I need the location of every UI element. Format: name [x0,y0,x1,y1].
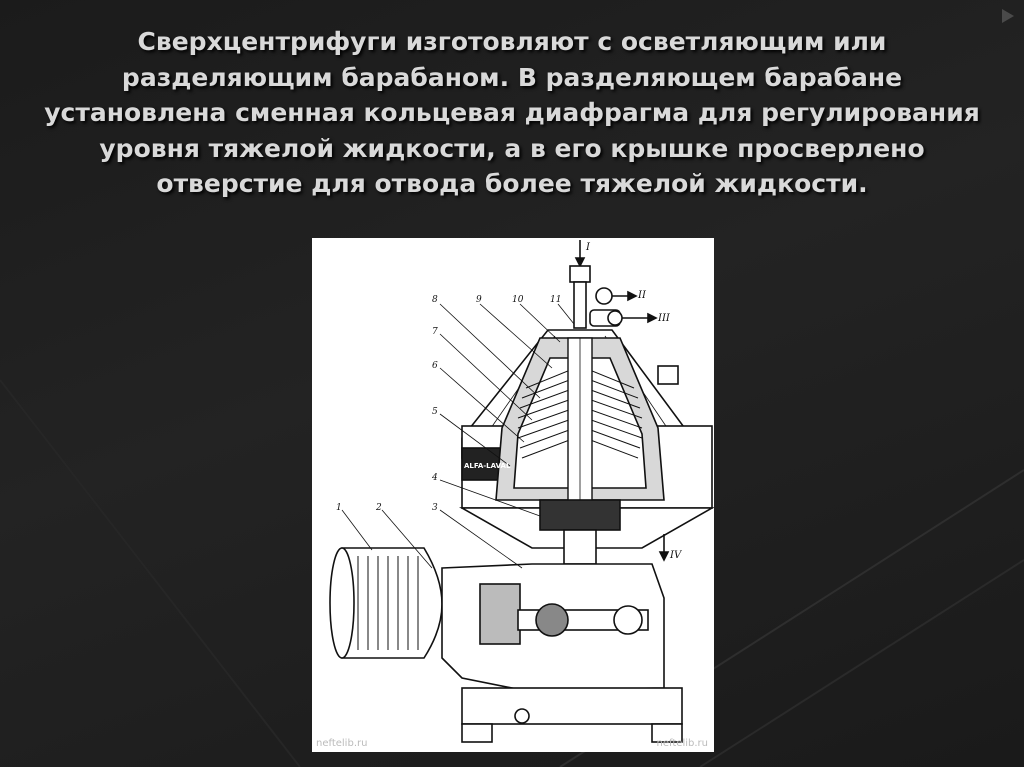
centrifuge-diagram [312,238,714,752]
outlet-iii-arrow [648,314,656,322]
coupling [480,584,520,644]
part-number-7: 7 [432,327,438,337]
part-number-11: 11 [550,295,562,305]
chevron-right-icon [1002,9,1014,23]
worm-gear [536,604,568,636]
feed-nut [570,266,590,282]
casing-label: ALFA-LAVAL [464,462,511,470]
part-number-8: 8 [432,295,438,305]
watermark-left: neftelib.ru [316,738,368,749]
watermark-right: neftelib.ru [656,738,708,749]
part-number-10: 10 [512,295,524,305]
part-number-9: 9 [476,295,482,305]
electric-motor [342,548,442,658]
bowl-base [540,500,620,530]
outlet-iv-arrow [660,552,668,560]
inlet-arrowhead [576,258,584,266]
flow-label-iii: III [658,313,670,324]
part-number-3: 3 [432,503,438,513]
flow-label-ii: II [638,290,646,301]
outlet-ii-fitting [596,288,612,304]
hood-vent [658,366,678,384]
base-frame [462,688,682,724]
slide-title: Сверхцентрифуги изготовляют с осветляющим или разделяющим барабаном. В разделяющем барабане установлена сменная кольцевая диафрагма для регулирования уровня тяжелой жидкости, а в его крышке просверлено отверстие для отвода более тяжелой жидкости. [44,27,980,198]
centrifuge-drawing [312,238,714,752]
part-number-4: 4 [432,473,438,483]
outlet-ii-arrow [628,292,636,300]
part-number-5: 5 [432,407,438,417]
feed-pipe [574,282,586,328]
part-number-1: 1 [336,503,342,513]
flow-label-i: I [586,242,590,253]
part-number-2: 2 [376,503,382,513]
part-number-6: 6 [432,361,438,371]
flow-label-iv: IV [670,550,682,561]
